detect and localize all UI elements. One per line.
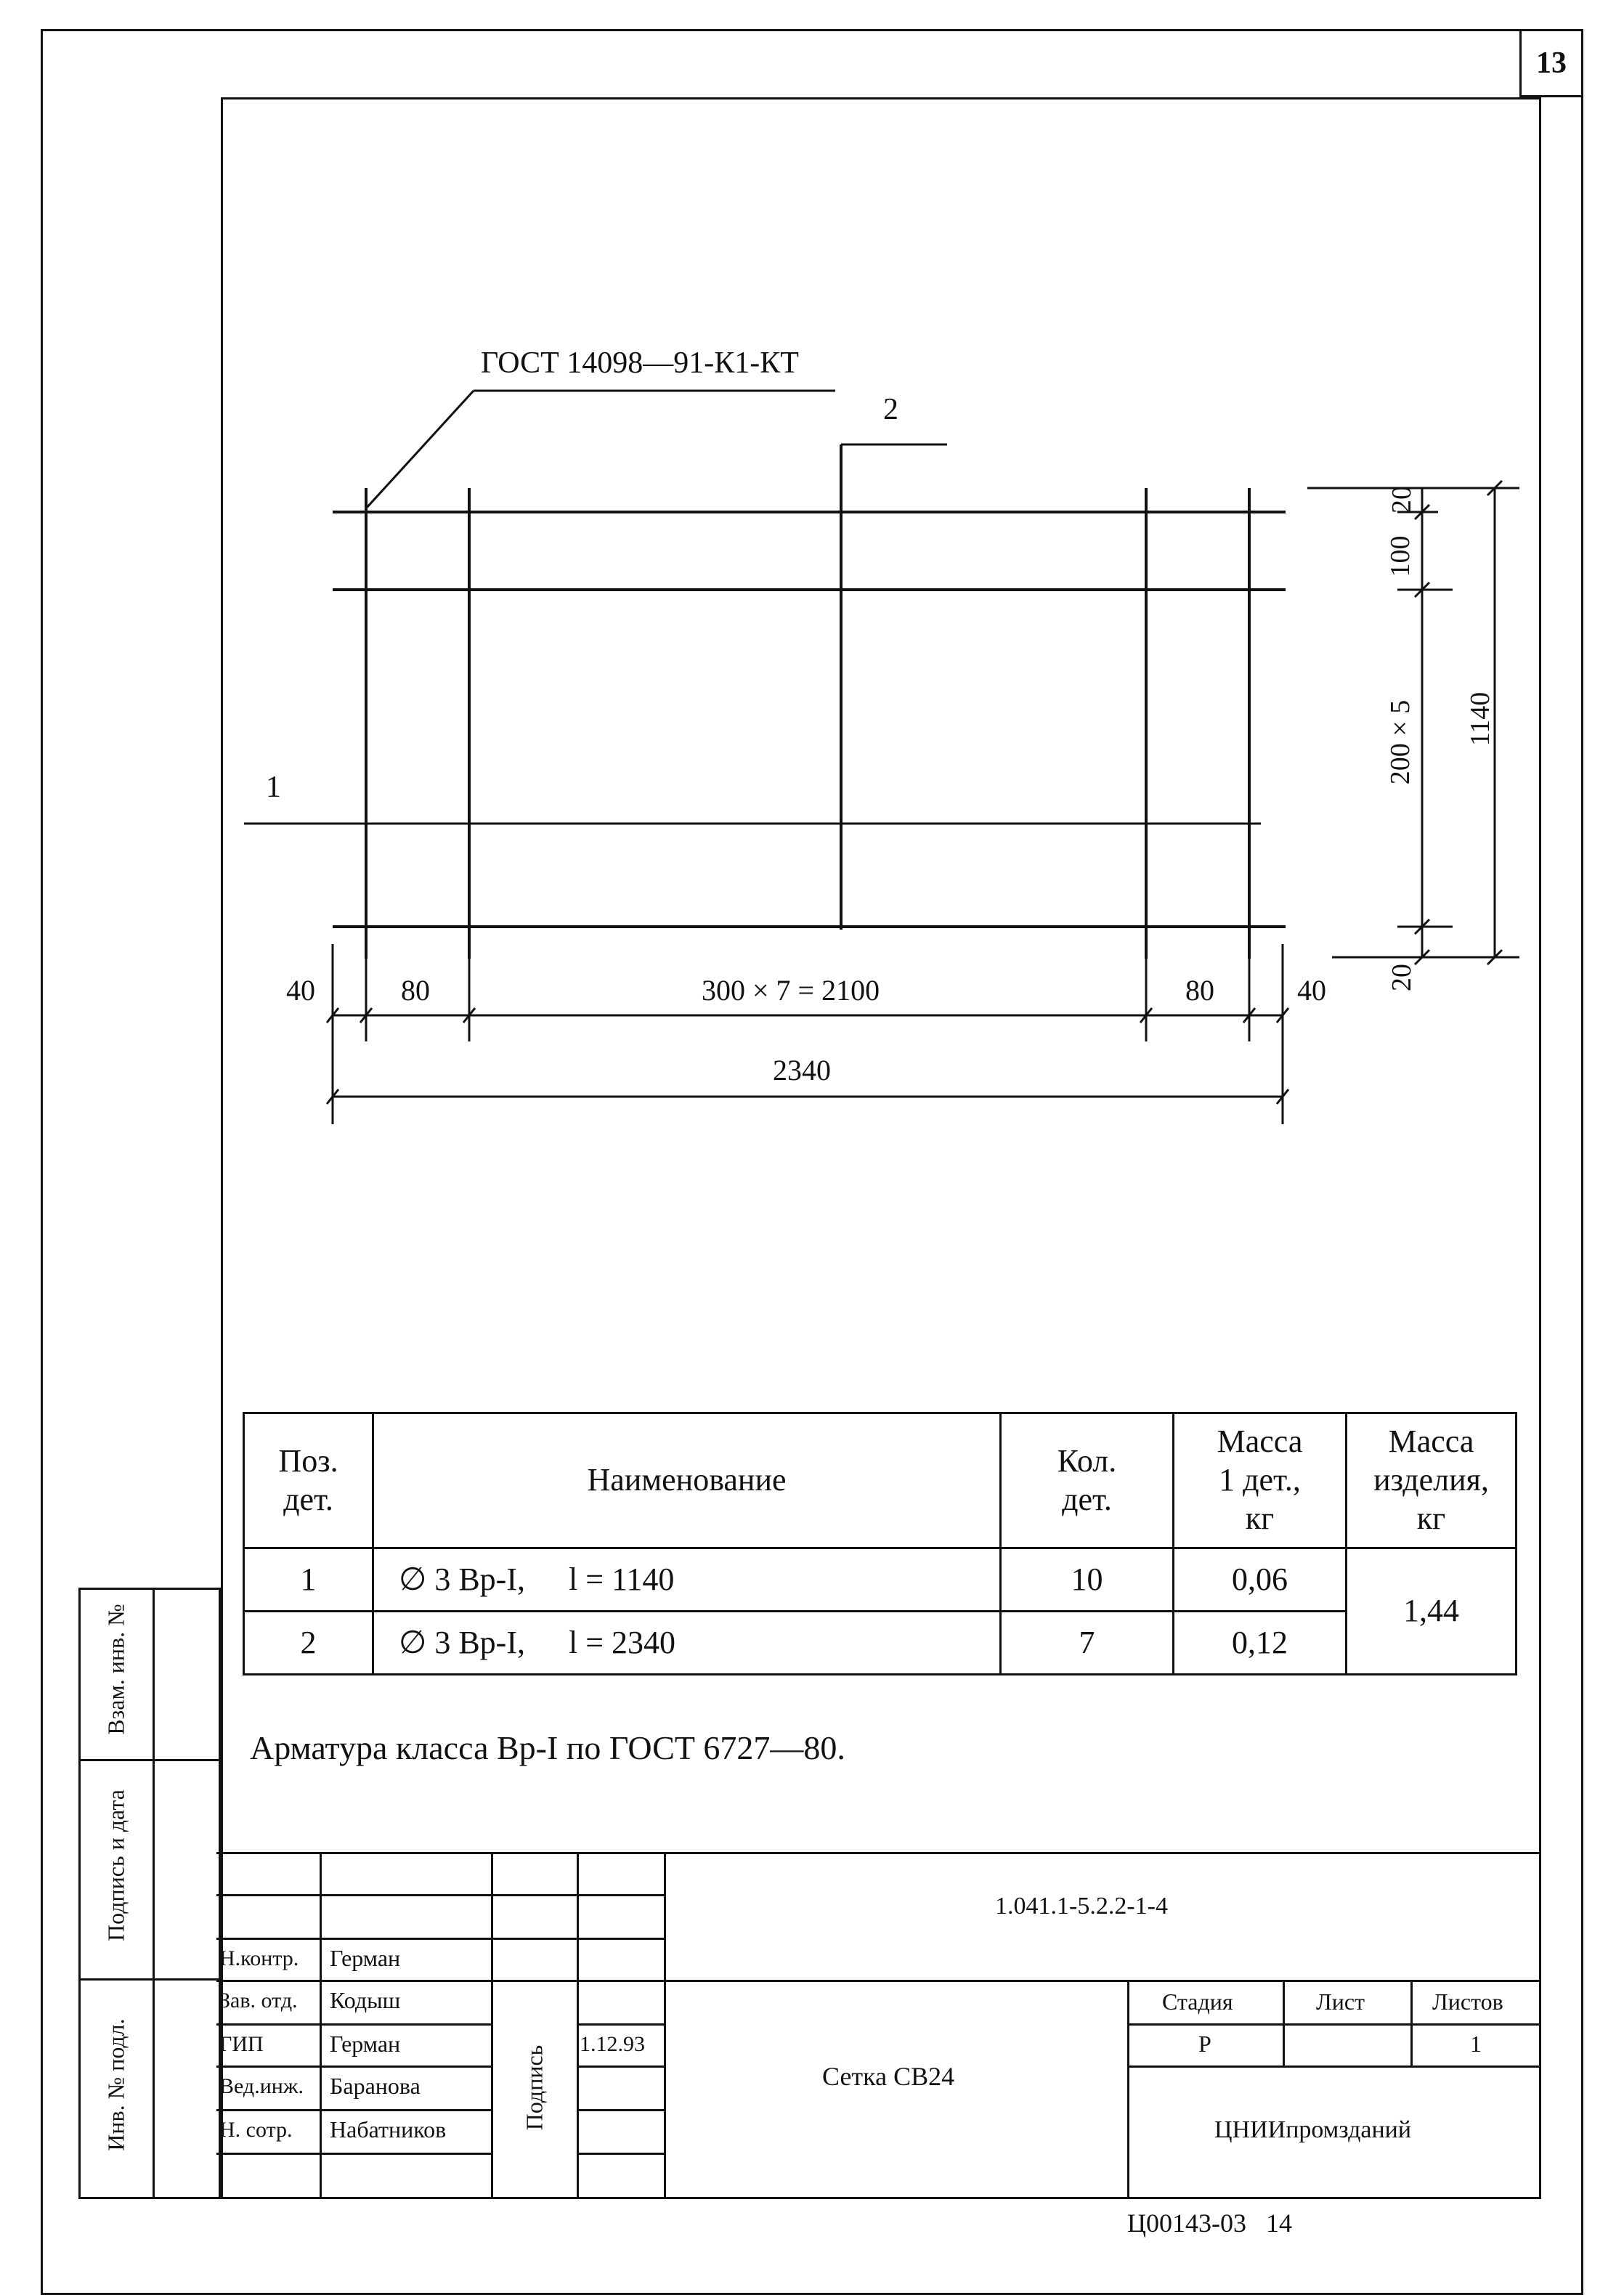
gost-callout: ГОСТ 14098—91-К1-КТ bbox=[481, 346, 799, 380]
header-mass-total: Масса изделия, кг bbox=[1347, 1413, 1517, 1548]
dim-right-80: 80 bbox=[1185, 974, 1214, 1007]
table-row bbox=[244, 1612, 1517, 1675]
role-label: Зав. отд. bbox=[219, 1989, 298, 2012]
side-label-vzam: Взам. инв. № bbox=[102, 1604, 129, 1735]
header-name: Наименование bbox=[373, 1413, 1001, 1548]
side-label-inv: Инв. № подл. bbox=[102, 2018, 129, 2151]
role-name: Набатников bbox=[330, 2116, 447, 2142]
cell-pos: 1 bbox=[244, 1548, 373, 1612]
approval-date: 1.12.93 bbox=[580, 2032, 645, 2056]
header-mass-unit: Масса 1 дет., кг bbox=[1174, 1413, 1347, 1548]
cell-name: ∅ 3 Вр-I, l = 1140 bbox=[373, 1548, 1001, 1612]
sheets-value: 1 bbox=[1470, 2031, 1482, 2057]
reinforcement-note: Арматура класса Вр-I по ГОСТ 6727—80. bbox=[250, 1729, 845, 1766]
cell-total-mass: 1,44 bbox=[1347, 1548, 1517, 1675]
drawing-title: Сетка СВ24 bbox=[822, 2062, 955, 2091]
gost-leader bbox=[366, 391, 474, 508]
stage-value: Р bbox=[1198, 2031, 1211, 2057]
dim-left-40: 40 bbox=[286, 974, 315, 1007]
cell-mass: 0,06 bbox=[1174, 1548, 1347, 1612]
table-row bbox=[244, 1548, 1517, 1612]
footer-code: Ц00143-03 14 bbox=[1127, 2209, 1292, 2238]
cell-name: ∅ 3 Вр-I, l = 2340 bbox=[373, 1612, 1001, 1675]
title-block bbox=[216, 1852, 1541, 2199]
side-stamp bbox=[78, 1588, 221, 2199]
header-pos: Поз. дет. bbox=[244, 1413, 373, 1548]
dim-total-width: 2340 bbox=[773, 1054, 831, 1086]
page-number: 13 bbox=[1536, 46, 1567, 80]
dim-total-height: 1140 bbox=[1465, 691, 1495, 747]
dim-bottom-20: 20 bbox=[1387, 964, 1417, 991]
spec-table bbox=[243, 1412, 1517, 1675]
sheet-label: Лист bbox=[1316, 1989, 1365, 2015]
role-label: Н. сотр. bbox=[219, 2118, 293, 2142]
dim-right-40: 40 bbox=[1297, 974, 1326, 1007]
role-label: Н.контр. bbox=[219, 1946, 299, 1970]
cell-mass: 0,12 bbox=[1174, 1612, 1347, 1675]
role-name: Герман bbox=[330, 2031, 401, 2057]
position-label-2: 2 bbox=[883, 393, 898, 426]
position-label-1: 1 bbox=[266, 771, 281, 804]
role-label: ГИП bbox=[219, 2032, 264, 2056]
cell-qty: 7 bbox=[1001, 1612, 1174, 1675]
dim-200x5: 200 × 5 bbox=[1385, 699, 1416, 785]
role-label: Вед.инж. bbox=[219, 2074, 304, 2098]
role-name: Кодыш bbox=[330, 1987, 401, 2013]
dim-top-20: 20 bbox=[1387, 486, 1417, 513]
dim-100: 100 bbox=[1385, 535, 1416, 577]
dim-middle-span: 300 × 7 = 2100 bbox=[702, 974, 880, 1007]
stage-label: Стадия bbox=[1162, 1989, 1233, 2015]
signature-column-label: Подпись bbox=[521, 2044, 548, 2131]
dim-left-80: 80 bbox=[401, 974, 430, 1007]
cell-qty: 10 bbox=[1001, 1548, 1174, 1612]
sheets-label: Листов bbox=[1432, 1989, 1503, 2015]
organization: ЦНИИпромзданий bbox=[1214, 2116, 1412, 2143]
side-label-podpis: Подпись и дата bbox=[102, 1790, 129, 1941]
role-name: Герман bbox=[330, 1945, 401, 1971]
document-code: 1.041.1-5.2.2-1-4 bbox=[995, 1893, 1168, 1920]
role-name: Баранова bbox=[330, 2073, 421, 2099]
cell-pos: 2 bbox=[244, 1612, 373, 1675]
header-qty: Кол. дет. bbox=[1001, 1413, 1174, 1548]
